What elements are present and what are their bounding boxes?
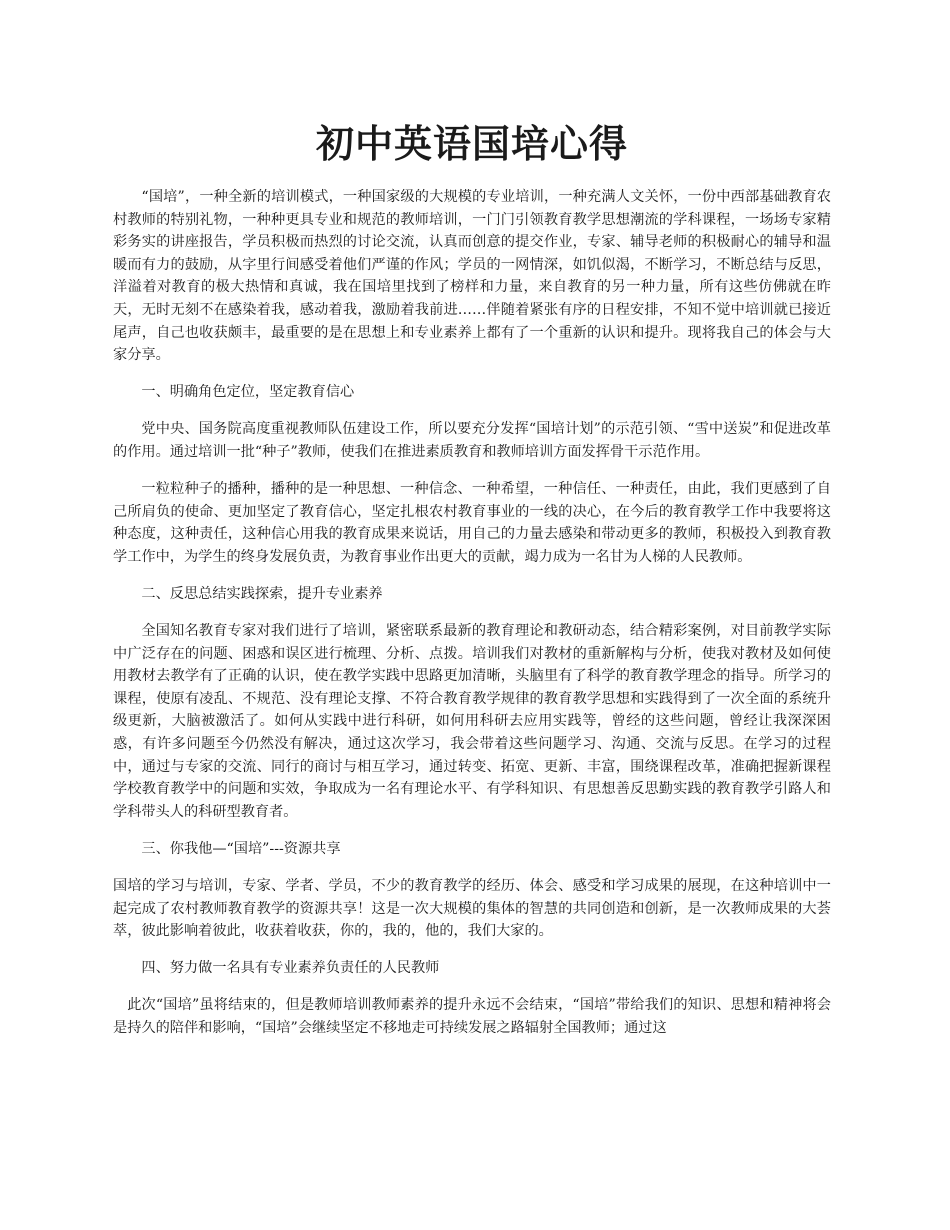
section-heading-2: 二、反思总结实践探索，提升专业素养 <box>141 585 383 602</box>
intro-paragraph: “国培”，一种全新的培训模式，一种国家级的大规模的专业培训，一种充满人文关怀，一份中西部基础教育农村教师的特别礼物，一种种更具专业和规范的教师培训，一门门引领教育教学思想潮流的学科课程，一场场专家精彩务实的讲座报告，学员积极而热烈的讨论交流，认真而创意的提交作业，专家、辅导老师的积极耐心的辅导和温暖而有力的鼓励，从字里行间感受着他们严谨的作风；学员的一网情深，如饥似渴，不断学习，不断总结与反思，洋溢着对教育的极大热情和真诚，我在国培里找到了榜样和力量，来自教育的另一种力量，所有这些仿佛就在昨天，无时无刻不在感染着我，感动着我，激励着我前进……伴随着紧张有序的日程安排，不知不觉中培训就已接近尾声，自己也收获颇丰，最重要的是在思想上和专业素养上都有了一个重新的认识和提升。现将我自己的体会与大家分享。 <box>113 189 831 364</box>
document-title: 初中英语国培心得 <box>315 121 628 166</box>
section-heading-4: 四、努力做一名具有专业素养负责任的人民教师 <box>141 960 440 977</box>
document-body <box>113 186 831 1040</box>
section-heading-1: 一、明确角色定位，坚定教育信心 <box>141 384 355 401</box>
body-paragraph: 全国知名教育专家对我们进行了培训，紧密联系最新的教育理论和教研动态，结合精彩案例，对目前教学实际中广泛存在的问题、困惑和误区进行梳理、分析、点拨。培训我们对教材的重新解构与分析，使我对教材及如何使用教材去教学有了正确的认识，使在教学实践中思路更加清晰，头脑里有了科学的教育教学理念的指导。所学习的课程，使原有凌乱、不规范、没有理论支撑、不符合教育教学规律的教育教学思想和实践得到了一次全面的系统升级更新，大脑被激活了。如何从实践中进行科研，如何用科研去应用实践等，曾经的这些问题，曾经让我深深困惑，有许多问题至今仍然没有解决，通过这次学习，我会带着这些问题学习、沟通、交流与反思。在学习的过程中，通过与专家的交流、同行的商讨与相互学习，通过转变、拓宽、更新、丰富，围绕课程改革，准确把握新课程学校教育教学中的问题和实效，争取成为一名有理论水平、有学科知识、有思想善反思勤实践的教育教学引路人和学科带头人的科研型教育者。 <box>113 623 831 820</box>
body-paragraph: 党中央、国务院高度重视教师队伍建设工作，所以要充分发挥“国培计划”的示范引领、“雪中送炭”和促进改革的作用。通过培训一批“种子”教师，使我们在推进素质教育和教师培训方面发挥骨干示范作用。 <box>113 421 831 460</box>
body-paragraph: 国培的学习与培训，专家、学者、学员，不少的教育教学的经历、体会、感受和学习成果的展现，在这种培训中一起完成了农村教师教育教学的资源共享！这是一次大规模的集体的智慧的共同创造和创新，是一次教师成果的大荟萃，彼此影响着彼此，收获着收获，你的，我的，他的，我们大家的。 <box>113 877 831 940</box>
section-heading-3: 三、你我他—“国培”---资源共享 <box>141 840 341 857</box>
body-paragraph: 一粒粒种子的播种，播种的是一种思想、一种信念、一种希望，一种信任、一种责任，由此，我们更感到了自己所肩负的使命、更加坚定了教育信心，坚定扎根农村教育事业的一线的决心，在今后的教育教学工作中我要将这种态度，这种责任，这种信心用我的教育成果来说话，用自己的力量去感染和带动更多的教师，积极投入到教育教学工作中，为学生的终身发展负责，为教育事业作出更大的贡献，竭力成为一名甘为人梯的人民教师。 <box>113 481 831 565</box>
body-paragraph: 此次“国培”虽将结束的，但是教师培训教师素养的提升永远不会结束，“国培”带给我们的知识、思想和精神将会是持久的陪伴和影响，“国培”会继续坚定不移地走可持续发展之路辐射全国教师；通过这 <box>113 997 831 1036</box>
